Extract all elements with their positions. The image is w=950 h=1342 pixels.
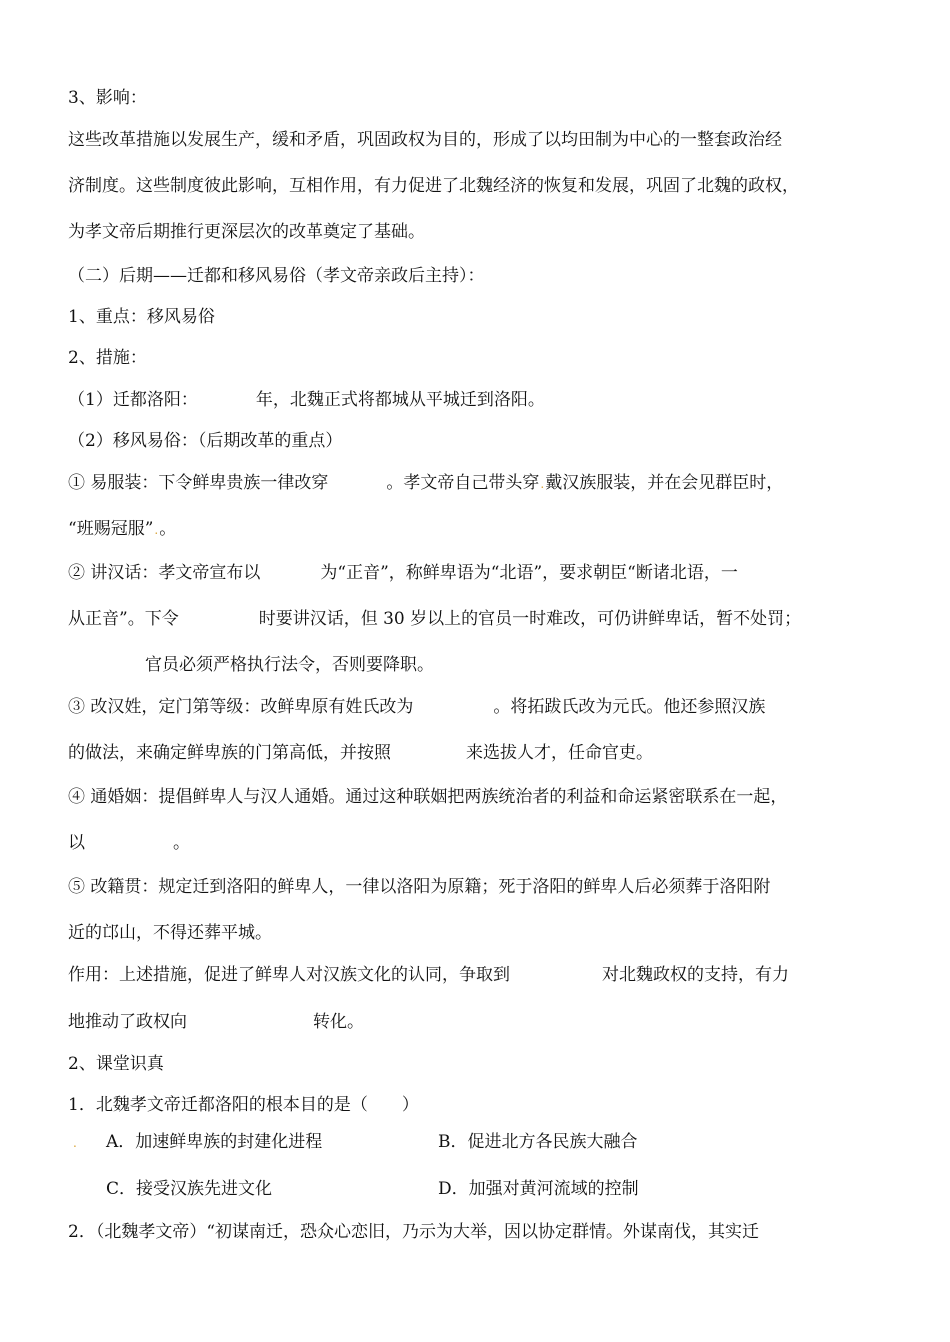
section-heading-practice xyxy=(68,1052,164,1076)
effect-line-cont xyxy=(68,1010,364,1034)
text: ③ 改汉姓，定门第等级：改鲜卑原有姓氏改为 xyxy=(68,697,414,717)
text: 的做法，来确定鲜卑族的门第高低，并按照 xyxy=(68,743,391,763)
text: 从正音”。下令 xyxy=(68,609,179,629)
measure-marriage xyxy=(68,785,787,809)
text: “班赐冠服” xyxy=(68,519,154,539)
option-b[interactable]: B．促进北方各民族大融合 xyxy=(438,1132,638,1152)
measure-surnames-cont xyxy=(68,741,653,765)
item-focus xyxy=(68,305,215,329)
section-heading-later-period xyxy=(68,264,485,288)
text: （2）移风易俗：（后期改革的重点） xyxy=(68,431,343,451)
text: 转化。 xyxy=(313,1012,364,1032)
text: 这些改革措施以发展生产，缓和矛盾，巩固政权为目的，形成了以均田制为中心的一整套政治经 xyxy=(68,130,782,150)
text: 对北魏政权的支持，有力 xyxy=(602,965,789,985)
measure-registry xyxy=(68,875,770,899)
text: 2、课堂识真 xyxy=(68,1054,164,1074)
measure-customs xyxy=(68,429,342,453)
text: 时要讲汉话，但 30 岁以上的官员一时难改，可仍讲鲜卑话，暂不处罚； xyxy=(258,609,802,629)
text: 1．北魏孝文帝迁都洛阳的根本目的是（ ） xyxy=(68,1095,419,1115)
measure-marriage-cont xyxy=(68,831,190,855)
marker-dot: . xyxy=(73,1136,77,1150)
section-heading-influence xyxy=(68,86,147,110)
option-c[interactable]: C．接受汉族先进文化 xyxy=(106,1179,273,1199)
text: 。 xyxy=(173,833,190,853)
text: 年，北魏正式将都城从平城迁到洛阳。 xyxy=(255,390,545,410)
measure-surnames xyxy=(68,695,765,719)
text: 。将拓跋氏改为元氏。他还参照汉族 xyxy=(493,697,766,717)
marker-dot: . xyxy=(540,477,545,491)
text: 为“正音”，称鲜卑语为“北语”，要求朝臣“断诸北语，一 xyxy=(320,563,738,583)
text: 官员必须严格执行法令，否则要降职。 xyxy=(145,655,434,675)
question-1-options-row-1 xyxy=(72,1130,638,1155)
marker-dot: . xyxy=(154,523,159,537)
measure-clothing xyxy=(68,471,783,496)
text: 作用：上述措施，促进了鲜卑人对汉族文化的认同，争取到 xyxy=(68,965,510,985)
measure-language-cont xyxy=(68,607,801,631)
text: ④ 通婚姻：提倡鲜卑人与汉人通婚。通过这种联姻把两族统治者的利益和命运紧密联系在一起， xyxy=(68,787,788,807)
text: 1、重点：移风易俗 xyxy=(68,307,215,327)
text: 戴汉族服装，并在会见群臣时， xyxy=(545,473,784,493)
text: 来选拔人才，任命官吏。 xyxy=(466,743,653,763)
text: 。 xyxy=(159,519,177,539)
text: （1）迁都洛阳： xyxy=(68,390,198,410)
text: ② 讲汉话：孝文帝宣布以 xyxy=(68,563,261,583)
measure-language xyxy=(68,561,738,585)
effect-line xyxy=(68,963,789,987)
text: 地推动了政权向 xyxy=(68,1012,187,1032)
item-measures xyxy=(68,346,147,370)
measure-language-cont xyxy=(145,653,434,677)
text: 。孝文帝自己带头穿 xyxy=(386,473,540,493)
paragraph-line xyxy=(68,174,799,198)
paragraph-line xyxy=(68,220,425,244)
text: 3、影响： xyxy=(68,88,147,108)
text: 近的邙山，不得还葬平城。 xyxy=(68,923,272,943)
option-d[interactable]: D．加强对黄河流域的控制 xyxy=(438,1179,639,1199)
text: 以 xyxy=(68,833,85,853)
question-2 xyxy=(68,1220,759,1244)
text: （二）后期——迁都和移风易俗（孝文帝亲政后主持）： xyxy=(68,266,485,286)
text: 2、措施： xyxy=(68,348,147,368)
measure-registry-cont xyxy=(68,921,272,945)
option-a[interactable]: A．加速鲜卑族的封建化进程 xyxy=(106,1132,323,1152)
paragraph-line xyxy=(68,128,782,152)
text: 2．（北魏孝文帝）“初谋南迁，恐众心恋旧，乃示为大举，因以协定群情。外谋南伐，其实迁 xyxy=(68,1222,760,1242)
measure-move-capital xyxy=(68,388,545,412)
text: 济制度。这些制度彼此影响，互相作用，有力促进了北魏经济的恢复和发展，巩固了北魏的政权， xyxy=(68,176,799,196)
measure-clothing-cont xyxy=(68,517,176,542)
text: ⑤ 改籍贯：规定迁到洛阳的鲜卑人，一律以洛阳为原籍；死于洛阳的鲜卑人后必须葬于洛阳附 xyxy=(68,877,771,897)
text: 为孝文帝后期推行更深层次的改革奠定了基础。 xyxy=(68,222,425,242)
question-1 xyxy=(68,1093,419,1117)
text: ① 易服装：下令鲜卑贵族一律改穿 xyxy=(68,473,329,493)
